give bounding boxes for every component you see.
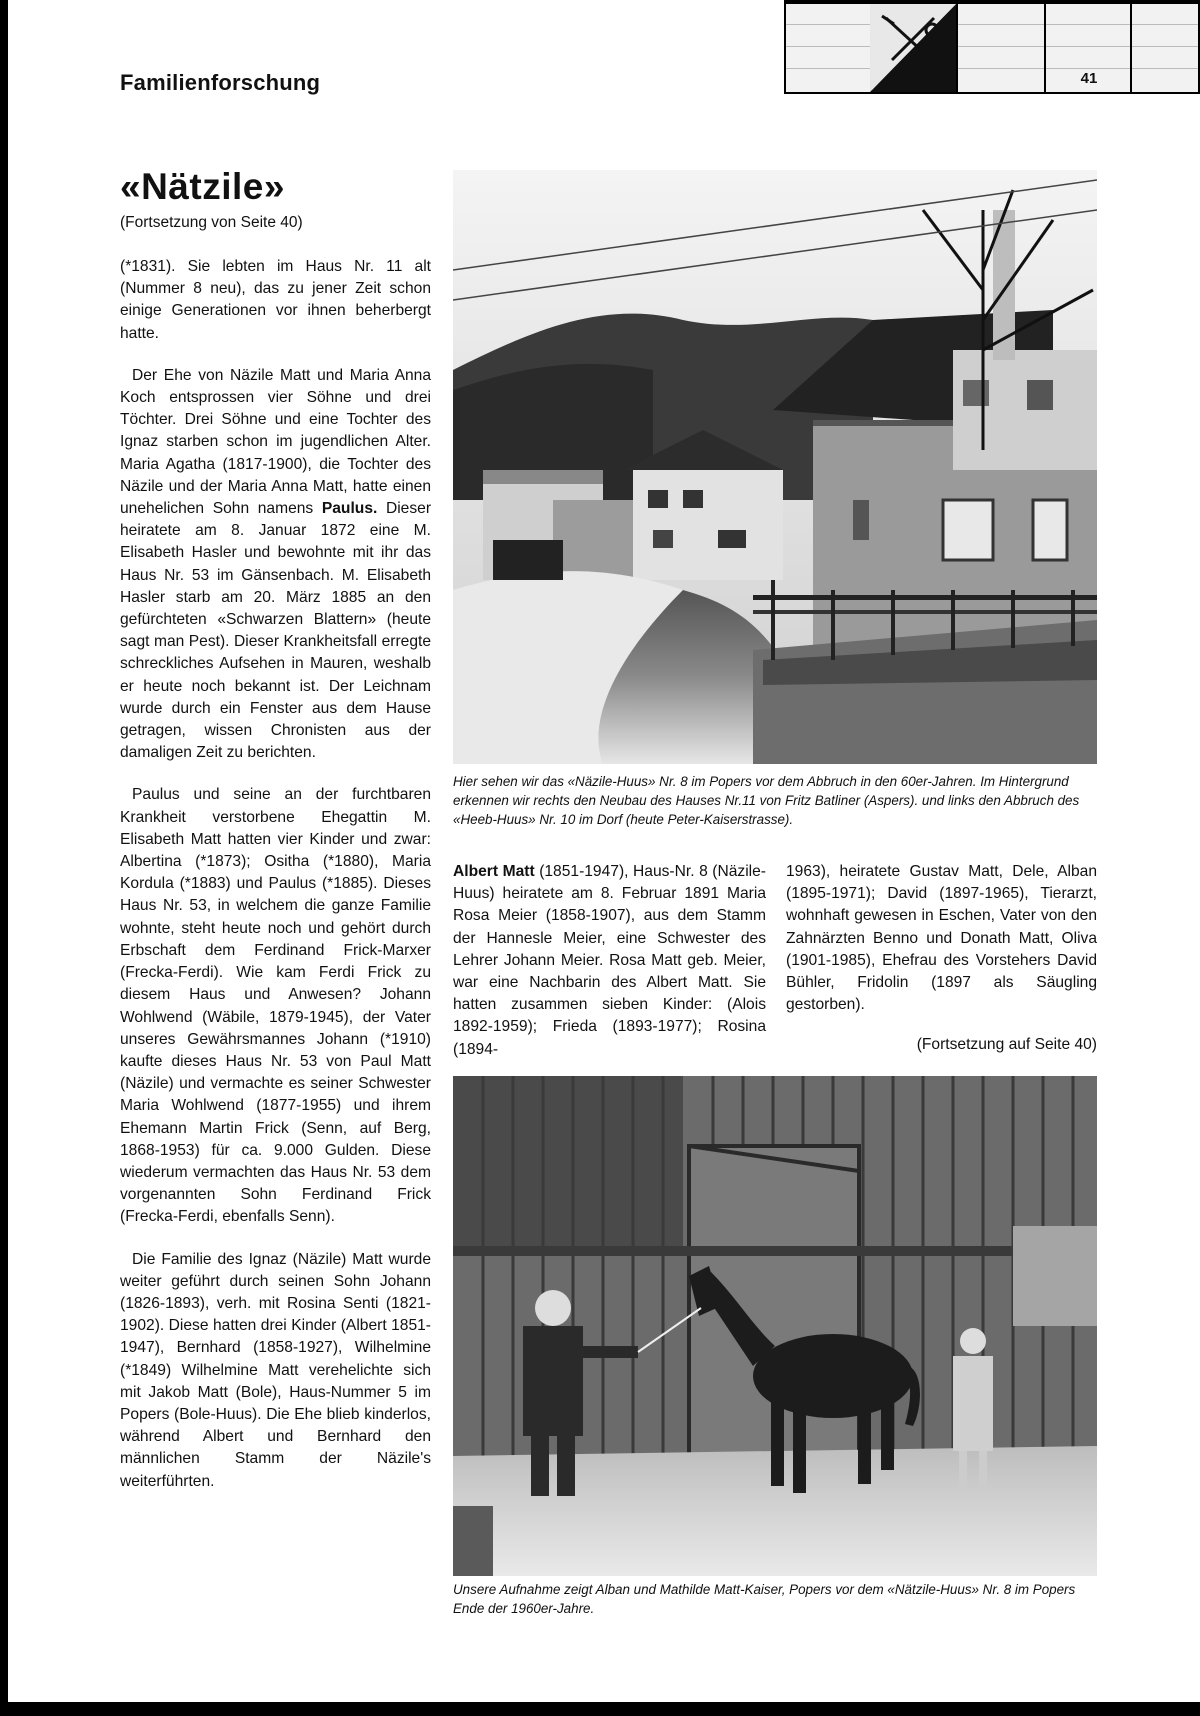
paragraph: Die Familie des Ignaz (Näzile) Matt wurde weiter geführt durch seinen Sohn Johann (1826-1893), verh. mit Rosina Senti (1821-1902). Diese hatten drei Kinder (Albert 1851-1947), Bernhard (1858-1927), Wilhelmine (*1849) Wilhelmine Matt verehelichte sich mit Jakob Matt (Bole), Haus-Nummer 5 im Popers (Bole-Huus). Die Ehe blieb kinderlos, während Albert und Bernhard den männlichen Stamm der Näzile's weiterführten. [120,1250,431,1490]
paragraph: Albert Matt (1851-1947), Haus-Nr. 8 (Näzile-Huus) heiratete am 8. Februar 1891 Maria Rosa Meier (1858-1907), aus dem Stamm der Hannesle Meier, eine Schwester des Lehrer Johann Meier. Rosa Matt geb. Meier, war eine Nachbarin des Albert Matt. Sie hatten zusammen sieben Kinder: (Alois 1892-1959); Frieda (1893-1977); Rosina (1894- [453,863,766,1058]
article-subtitle: (Fortsetzung von Seite 40) [120,214,303,231]
bold-name: Albert Matt [453,863,535,880]
right-column-text [786,861,1097,1016]
page-number: 41 [1080,70,1098,87]
paragraph: Der Ehe von Näzile Matt und Maria Anna Koch entsprossen vier Söhne und drei Töchter. Drei Söhne und eine Tochter des Ignaz starben schon im jugendlichen Alter. Maria Agatha (1817-1900), die Tochter des Näzile und der Maria Anna Matt, hatte einen unehelichen Sohn namens Paulus. Dieser heiratete am 8. Januar 1872 eine M. Elisabeth Hasler und bewohnte mit ihr das Haus Nr. 53 im Gänsenbach. M. Elisabeth Hasler starb am 20. März 1885 an den gefürchteten «Schwarzen Blattern» (heute sagt man Pest). Dieser Krankheitsfall erregte schreckliches Aufsehen in Mauren, weshalb er heute noch bekannt ist. Der Leichnam wurde durch ein Fenster aus dem Hause getragen, wissen Chronisten aus der damaligen Zeit zu berichten. [120,366,432,762]
photo2-caption: Unsere Aufnahme zeigt Alban und Mathilde Matt-Kaiser, Popers vor dem «Nätzile-Huus» Nr. 8 im Popers Ende der 1960er-Jahre. [453,1582,1076,1616]
section-label: Familienforschung [120,70,321,95]
photo1-caption: Hier sehen wir das «Näzile-Huus» Nr. 8 im Popers vor dem Abbruch in den 60er-Jahren. Im Hintergrund erkennen wir rechts den Neubau des Hauses Nr.11 von Fritz Batliner (Aspers). und links den Abbruch des «Heeb-Huus» Nr. 10 im Dorf (heute Peter-Kaiserstrasse). [453,774,1080,827]
page-border-left [0,0,8,1716]
paragraph: 1963), heiratete Gustav Matt, Dele, Alban (1895-1971); David (1897-1965), Tierarzt, wohnhaft gewesen in Eschen, Vater von den Zahnärzten Benno und Donath Matt, Oliva (1901-1985), Ehefrau des Vorstehers David Bühler, Fridolin (1897 als Säugling gestorben). [786,863,1097,1014]
left-column-text [120,256,431,1513]
crossed-tools-emblem-icon [870,4,956,92]
photo-horse-barn [453,1076,1097,1576]
photo-village-street [453,170,1097,764]
paragraph: Paulus und seine an der furchtbaren Krankheit verstorbene Ehegattin M. Elisabeth Matt hatten vier Kinder und zwar: Albertina (*1873); Ositha (*1880), Maria Kordula (*1883) und Paulus (*1885). Dieses Haus Nr. 53, in welchem die ganze Familie wohnte, steht heute noch und gehört durch Erbschaft dem Ferdinand Frick-Marxer (Frecka-Ferdi). Wie kam Ferdi Frick zu diesem Haus und Anwesen? Johann Wohlwend (Wäbile, 1879-1945), der Vater unseres Gewährsmannes Johann (*1910) kaufte dieses Haus Nr. 53 von Paul Matt (Näzile) und vermachte es seiner Schwester Maria Wohlwend (1877-1955) und ihrem Ehemann Martin Frick (Senn, auf Berg, 1868-1953) für ca. 9.000 Gulden. Diese wiederum vermachten das Haus Nr. 53 dem vorgenannten Sohn Ferdinand Frick (Frecka-Ferdi, ebenfalls Senn). [120,786,431,1226]
article-title: «Nätzile» [120,166,285,207]
page-border-bottom [0,1702,1200,1716]
continued-note: (Fortsetzung auf Seite 40) [916,1036,1097,1053]
bold-name: Paulus. [321,500,378,518]
middle-column-text [453,861,766,1061]
paragraph: (*1831). Sie lebten im Haus Nr. 11 alt (Nummer 8 neu), das zu jener Zeit schon einige Generationen vor ihnen beherbergt hatte. [120,258,431,342]
header-grid [784,0,1200,94]
